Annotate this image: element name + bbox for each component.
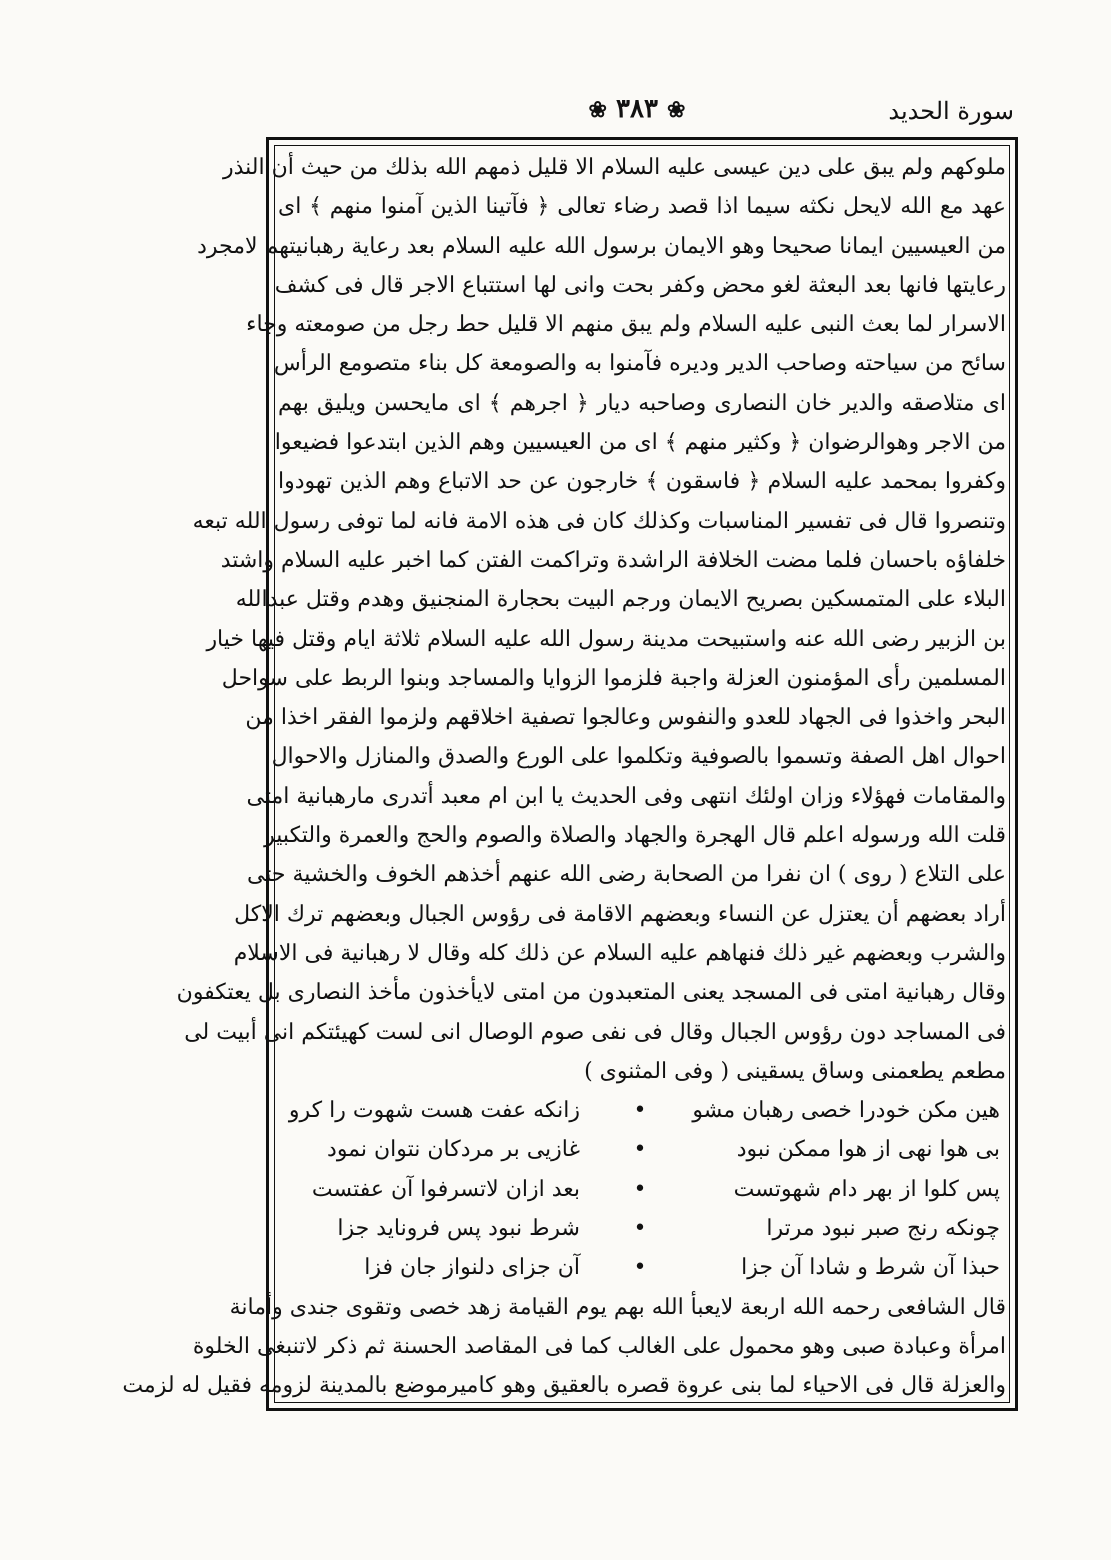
surah-title: سورة الحديد (888, 97, 1014, 125)
verse-separator-icon: • (633, 1098, 647, 1124)
verse-first-hemistich: پس كلوا از بهر دام شهوتست (733, 1176, 1000, 1202)
verse-second-hemistich: آن جزاى دلنواز جان فزا (364, 1255, 580, 1281)
text-line: والعزلة قال فى الاحياء لما بنى عروة قصره بالعقيق وهو كاميرموضع بالمدينة لزومه فقيل له لزمت (122, 1373, 1006, 1399)
text-line: ملوكهم ولم يبق على دين عيسى عليه السلام الا قليل ذمهم الله بذلك من حيث أن النذر (222, 155, 1006, 180)
text-line: بن الزبير رضى الله عنه واستبيحت مدينة رسول الله عليه السلام ثلاثة ايام وقتل فيها خيار (206, 626, 1006, 652)
poem-verse (278, 1170, 1006, 1209)
verse-second-hemistich: شرط نبود پس فرونايد جزا (337, 1216, 580, 1242)
text-line: المسلمين رأى المؤمنون العزلة واجبة فلزموا الزوايا والمساجد وبنوا الربط على سواحل (221, 665, 1006, 691)
main-text (122, 148, 1006, 1406)
ornament-left-icon: ❀ (588, 97, 607, 123)
page-number-block (562, 94, 712, 125)
text-line: من العيسيين ايمانا صحيحا وهو الايمان برسول الله عليه السلام بعد رعاية رهبانيتهم لامجرد (197, 233, 1006, 259)
verse-first-hemistich: هين مكن خودرا خصى رهبان مشو (692, 1098, 1000, 1124)
text-line: خلفاؤه باحسان فلما مضت الخلافة الراشدة وتراكمت الفتن كما اخبر عليه السلام واشتد (220, 547, 1006, 573)
text-line: سائح من سياحته وصاحب الدير وديره فآمنوا به والصومعة كل بناء متصومع الرأس (273, 351, 1006, 377)
text-line: عهد مع الله لايحل نكثه سيما اذا قصد رضاء تعالى ﴿ فآتينا الذين آمنوا منهم ﴾ اى (278, 194, 1006, 220)
verse-first-hemistich: بى هوا نهى از هوا ممكن نبود (736, 1137, 1000, 1163)
text-line: قلت الله ورسوله اعلم قال الهجرة والجهاد والصلاة والصوم والحج والعمرة والتكبير (264, 823, 1006, 849)
text-line: وكفروا بمحمد عليه السلام ﴿ فاسقون ﴾ خارجون عن حد الاتباع وهم الذين تهودوا (278, 469, 1006, 495)
poem-verse (278, 1091, 1006, 1130)
text-line: البحر واخذوا فى الجهاد للعدو والنفوس وعالجوا تصفية اخلاقهم ولزموا الفقر اخذا من (245, 705, 1006, 731)
page-number: ٣٨٣ (616, 94, 658, 124)
text-line: فى المساجد دون رؤوس الجبال وقال فى نفى صوم الوصال انى لست كهيئتكم انى أبيت لى (184, 1019, 1006, 1045)
verse-first-hemistich: حبذا آن شرط و شادا آن جزا (741, 1255, 1000, 1281)
page-header (262, 92, 1014, 136)
poem-verse (278, 1248, 1006, 1287)
verse-second-hemistich: بعد ازان لاتسرفوا آن عفتست (311, 1176, 580, 1202)
verse-second-hemistich: زانكه عفت هست شهوت را كرو (288, 1098, 580, 1124)
text-line: رعايتها فانها بعد البعثة لغو محض وكفر بحت وانى لها استتباع الاجر قال فى كشف (274, 272, 1006, 298)
verse-first-hemistich: چونكه رنج صبر نبود مرترا (766, 1216, 1000, 1242)
text-line: اى متلاصقه والدير خان النصارى وصاحبه ديار ﴿ اجرهم ﴾ اى مايحسن ويليق بهم (278, 390, 1006, 416)
text-line: البلاء على المتمسكين بصريح الايمان ورجم البيت بحجارة المنجنيق وهدم وقتل عبدالله (235, 587, 1006, 613)
verse-separator-icon: • (633, 1255, 647, 1281)
text-line: من الاجر وهوالرضوان ﴿ وكثير منهم ﴾ اى من العيسيين وهم الذين ابتدعوا فضيعوا (274, 430, 1006, 456)
text-line: امرأة وعبادة صبى وهو محمول على الغالب كما فى المقاصد الحسنة ثم ذكر لاتنبغى الخلوة (192, 1333, 1006, 1359)
text-line: أراد بعضهم أن يعتزل عن النساء وبعضهم الاقامة فى رؤوس الجبال وبعضهم ترك الاكل (234, 901, 1006, 927)
verse-separator-icon: • (633, 1137, 647, 1163)
poem-verse (278, 1209, 1006, 1248)
verse-separator-icon: • (633, 1176, 647, 1202)
text-line: والشرب وبعضهم غير ذلك فنهاهم عليه السلام عن ذلك كله وقال لا رهبانية فى الاسلام (233, 940, 1006, 966)
verse-separator-icon: • (633, 1216, 647, 1242)
text-line: قال الشافعى رحمه الله اربعة لايعبأ الله بهم يوم القيامة زهد خصى وتقوى جندى وأمانة (229, 1294, 1006, 1320)
text-line: والمقامات فهؤلاء وزان اولئك انتهى وفى الحديث يا ابن ام معبد أتدرى مارهبانية امتى (246, 783, 1006, 809)
poem-verse (278, 1130, 1006, 1169)
text-line: احوال اهل الصفة وتسموا بالصوفية وتكلموا على الورع والصدق والمنازل والاحوال (271, 744, 1006, 770)
text-line: وقال رهبانية امتى فى المسجد يعنى المتعبدون من امتى لايأخذون مأخذ النصارى بل يعتكفون (176, 980, 1006, 1006)
ornament-right-icon: ❀ (667, 97, 686, 123)
poem-block (278, 1091, 1006, 1287)
text-line: الاسرار لما بعث النبى عليه السلام ولم يبق منهم الا قليل حط رجل من صومعته وجاء (246, 312, 1006, 338)
text-line: مطعم يطعمنى وساق يسقينى ( وفى المثنوى ) (584, 1058, 1006, 1084)
verse-second-hemistich: غازيى بر مردكان نتوان نمود (327, 1137, 580, 1163)
text-line: وتنصروا قال فى تفسير المناسبات وكذلك كان فى هذه الامة فانه لما توفى رسول الله تبعه (192, 508, 1006, 534)
text-line: على التلاع ( روى ) ان نفرا من الصحابة رضى الله عنهم أخذهم الخوف والخشية حتى (246, 862, 1006, 888)
